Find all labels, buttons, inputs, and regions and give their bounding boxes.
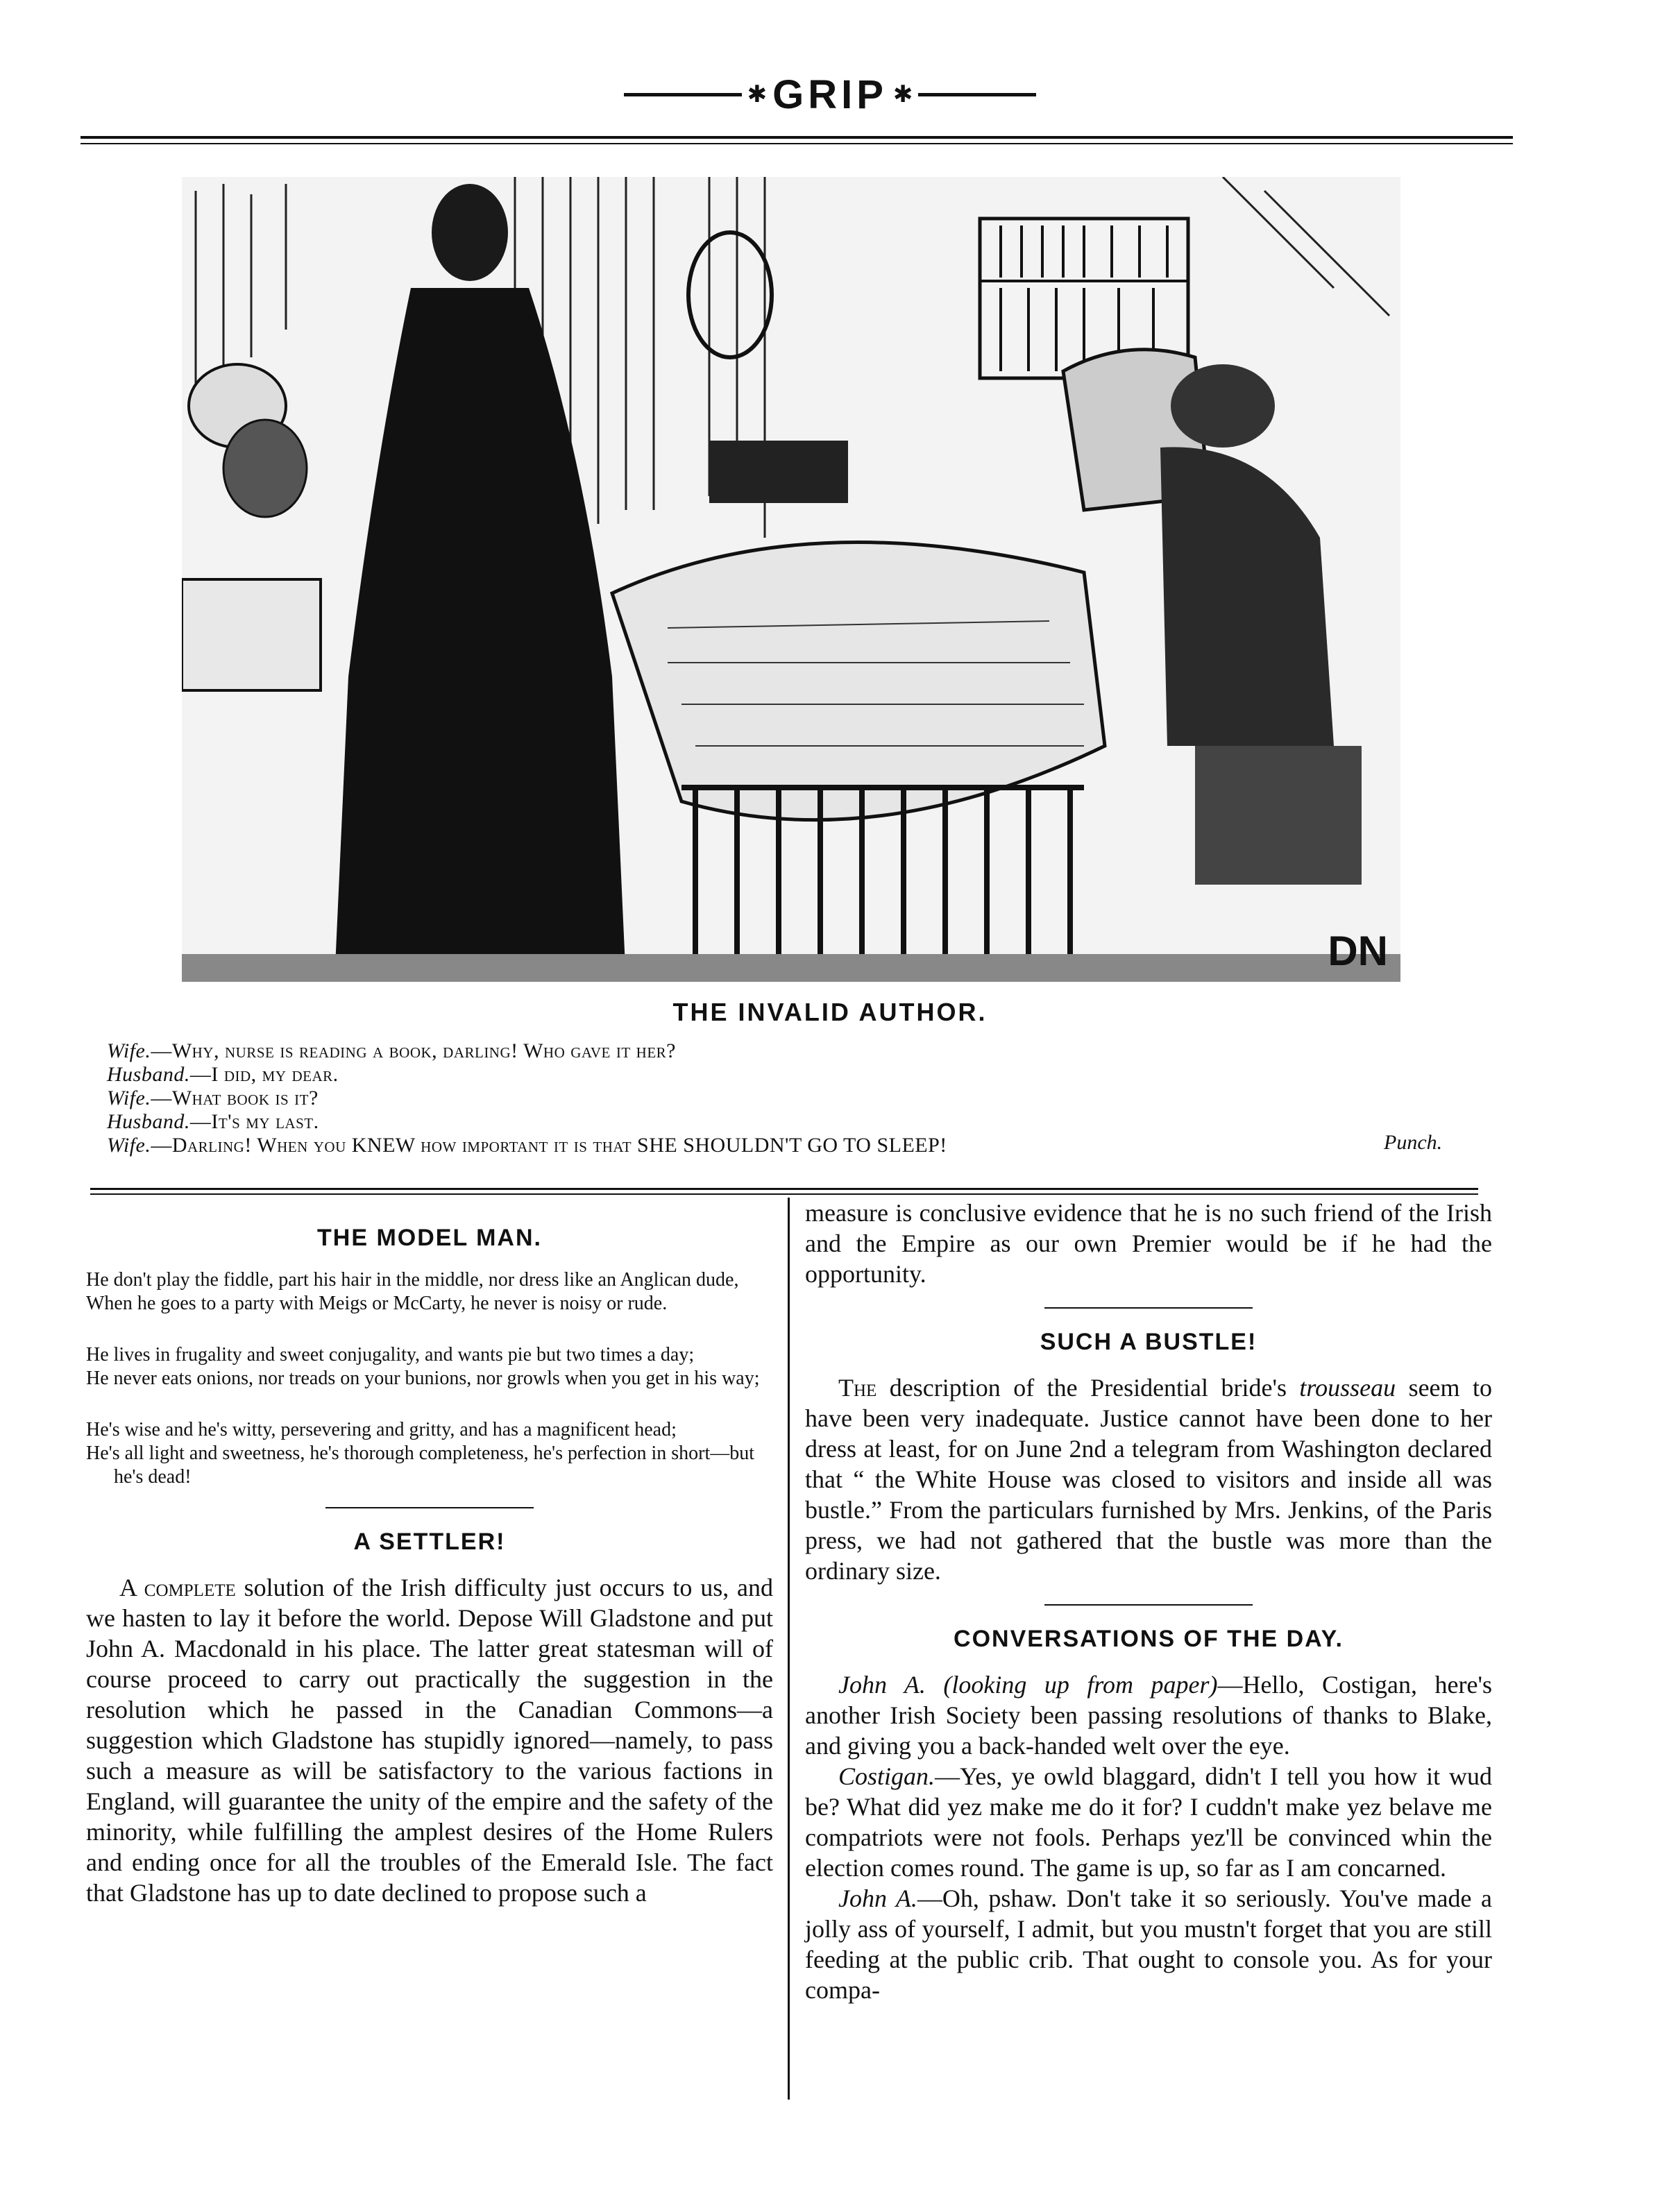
masthead-rule-right bbox=[918, 93, 1036, 96]
speaker-label: Husband. bbox=[107, 1063, 190, 1086]
speaker-label: Wife. bbox=[107, 1039, 151, 1062]
dialogue-line bbox=[107, 1087, 1467, 1110]
lead-words: The bbox=[838, 1374, 877, 1402]
engraving-image bbox=[182, 177, 1400, 982]
dialogue-text: —I did, my dear. bbox=[189, 1063, 339, 1086]
poem-stanza bbox=[86, 1268, 773, 1316]
lead-words: A complete bbox=[119, 1574, 236, 1601]
conversation-paragraph bbox=[805, 1669, 1492, 1761]
article-paragraph bbox=[86, 1572, 773, 1908]
dialogue-text: —Darling! When you KNEW how important it is that SHE SHOULDN'T GO TO SLEEP! bbox=[151, 1134, 947, 1157]
star-ornament-icon: ✱ bbox=[747, 82, 768, 108]
poem-line: When he goes to a party with Meigs or McCarty, he never is noisy or rude. bbox=[86, 1293, 668, 1314]
cartoon-illustration bbox=[182, 177, 1400, 982]
conversation-paragraph bbox=[805, 1761, 1492, 1883]
right-column bbox=[805, 1198, 1492, 2005]
left-column bbox=[86, 1214, 773, 1908]
poem-stanza bbox=[86, 1418, 773, 1489]
speaker-label: Costigan. bbox=[838, 1762, 935, 1790]
dialogue-text: —It's my last. bbox=[189, 1110, 319, 1133]
section-rule bbox=[90, 1193, 1478, 1195]
poem-line: He's wise and he's witty, persevering and gritty, and has a magnificent head; bbox=[86, 1419, 677, 1440]
poem-line: He's all light and sweetness, he's thorough completeness, he's perfection in short—but he's dead! bbox=[86, 1443, 755, 1488]
header-double-rule bbox=[81, 143, 1513, 144]
italic-word: trousseau bbox=[1299, 1374, 1396, 1402]
paragraph-text: —Hello, Costigan, here's another Irish Society been passing resolutions of thanks to Blake, and giving you a back-handed welt over the eye. bbox=[805, 1671, 1492, 1760]
header-double-rule bbox=[81, 136, 1513, 139]
article-title: A SETTLER! bbox=[353, 1529, 506, 1555]
paragraph-text: solution of the Irish difficulty just occurs to us, and we hasten to lay it before the world. Depose Will Gladstone and put John A. Macdonald in his place. The latter great statesman will of course proceed to carry out practically the suggestion in the resolution which he passed in the Canadian Commons—a suggestion which Gladstone has stupidly ignored—namely, to pass such a measure as will be satisfactory to the various factions in England, will guarantee the unity of the empire and the safety of the minority, while fulfilling the amplest desires of the Home Rulers and ending once for all the troubles of the Emerald Isle. The fact that Gladstone has up to date declined to propose such a bbox=[86, 1574, 773, 1907]
article-title: SUCH A BUSTLE! bbox=[1040, 1329, 1257, 1355]
masthead-rule-left bbox=[624, 93, 742, 96]
speaker-label: John A. (looking up from paper) bbox=[838, 1671, 1218, 1699]
artist-signature: DN bbox=[1328, 928, 1388, 974]
cartoon-dialogue bbox=[107, 1039, 1467, 1157]
masthead bbox=[0, 67, 1660, 122]
dialogue-line bbox=[107, 1110, 1467, 1134]
column-divider bbox=[788, 1198, 790, 2100]
credit-source: Punch. bbox=[1384, 1131, 1443, 1154]
dialogue-text: —Why, nurse is reading a book, darling! Who gave it her? bbox=[151, 1039, 676, 1062]
poem-line: He lives in frugality and sweet conjugality, and wants pie but two times a day; bbox=[86, 1344, 695, 1366]
speaker-label: John A. bbox=[838, 1885, 917, 1912]
section-rule bbox=[90, 1188, 1478, 1190]
paragraph-text: —Oh, pshaw. Don't take it so seriously. You've made a jolly ass of yourself, I admit, but you mustn't forget that you are still feeding at the public crib. That ought to console you. As for your compa- bbox=[805, 1885, 1493, 2004]
article-continuation: measure is conclusive evidence that he is no such friend of the Irish and the Empire as our own Premier would be if he had the opportunity. bbox=[805, 1199, 1492, 1288]
paragraph-text: description of the Presidential bride's bbox=[876, 1374, 1300, 1402]
poem-title: THE MODEL MAN. bbox=[317, 1225, 542, 1251]
speaker-label: Husband. bbox=[107, 1110, 190, 1133]
section-separator bbox=[1044, 1604, 1253, 1606]
section-separator bbox=[325, 1507, 534, 1508]
cartoon-title: THE INVALID AUTHOR. bbox=[672, 998, 988, 1026]
article-title: CONVERSATIONS OF THE DAY. bbox=[954, 1626, 1344, 1652]
conversation-paragraph bbox=[805, 1883, 1492, 2005]
masthead-title: GRIP bbox=[772, 71, 888, 117]
article-paragraph bbox=[805, 1372, 1492, 1586]
dialogue-line bbox=[107, 1134, 1467, 1157]
poem-stanza bbox=[86, 1343, 773, 1390]
section-separator bbox=[1044, 1307, 1253, 1309]
paragraph-text: —Yes, ye owld blaggard, didn't I tell you how it wud be? What did yez make me do it for? I cuddn't make yez belave me compatriots were not fools. Perhaps yez'll be convinced whin the election comes round. The game is up, so far as I am concarned. bbox=[805, 1762, 1492, 1882]
dialogue-text: —What book is it? bbox=[151, 1087, 319, 1109]
dialogue-line bbox=[107, 1063, 1467, 1087]
speaker-label: Wife. bbox=[107, 1087, 151, 1109]
paragraph-text: seem to have been very inadequate. Justice cannot have been done to her dress at least, for on June 2nd a telegram from Washington declared that “ the White House was closed to visitors and inside all was bustle.” From the particulars furnished by Mrs. Jenkins, of the Paris press, we had not gathered that the bustle was more than the ordinary size. bbox=[805, 1374, 1492, 1585]
poem-line: He never eats onions, nor treads on your bunions, nor growls when you get in his way; bbox=[86, 1368, 760, 1389]
speaker-label: Wife. bbox=[107, 1134, 151, 1157]
poem-line: He don't play the fiddle, part his hair in the middle, nor dress like an Anglican dude, bbox=[86, 1269, 739, 1291]
dialogue-line bbox=[107, 1039, 1467, 1063]
star-ornament-icon: ✱ bbox=[892, 82, 913, 108]
